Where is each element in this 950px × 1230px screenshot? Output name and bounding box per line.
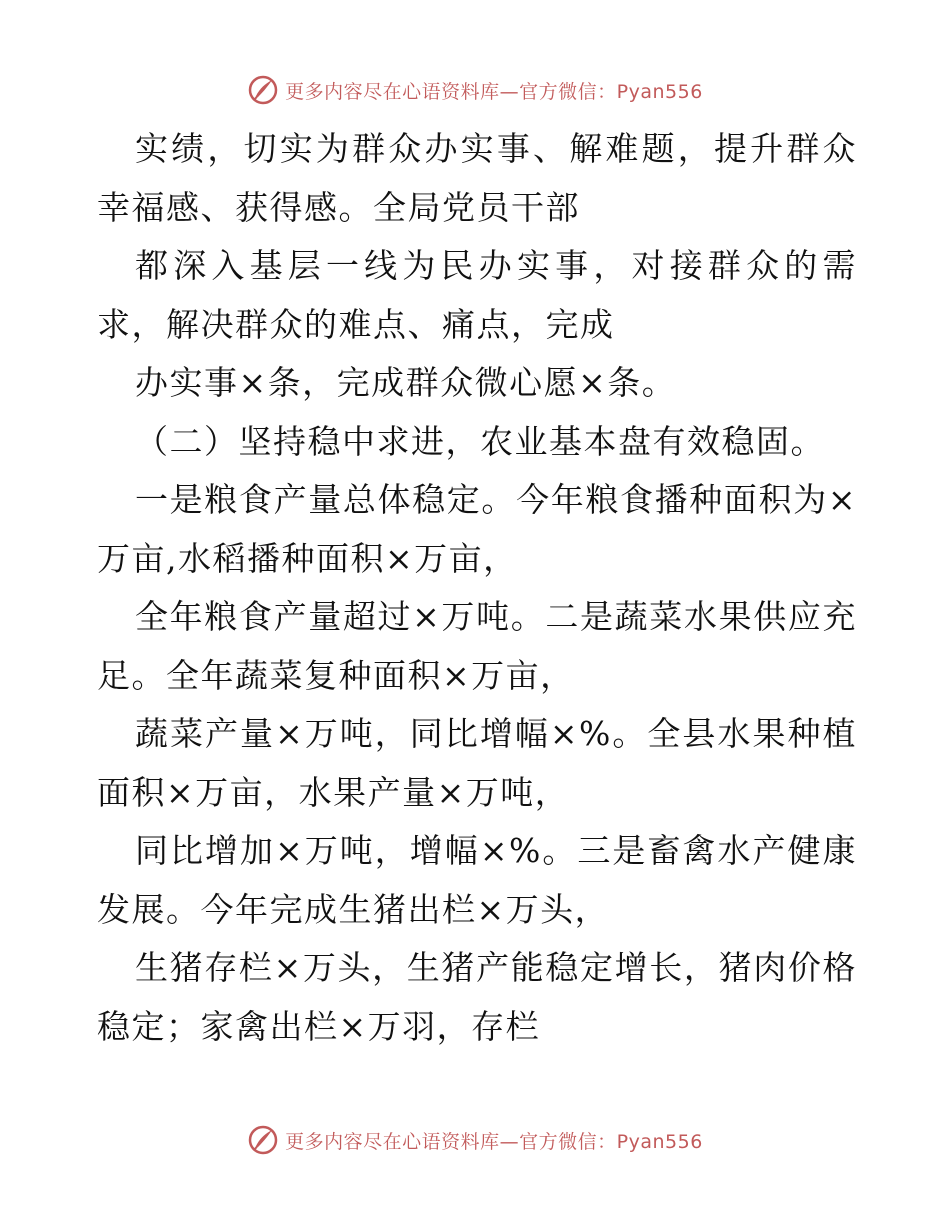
paragraph-1: 实绩，切实为群众办实事、解难题，提升群众幸福感、获得感。全局党员干部: [97, 129, 857, 227]
paragraph-2: 都深入基层一线为民办实事，对接群众的需求，解决群众的难点、痛点，完成: [97, 246, 857, 344]
paragraph-3: 办实事×条，完成群众微心愿×条。: [135, 363, 677, 402]
footer-watermark: [0, 1120, 950, 1160]
quill-seal-icon: [247, 74, 279, 106]
paragraph-7: 蔬菜产量×万吨，同比增幅×%。全县水果种植面积×万亩，水果产量×万吨，: [97, 714, 857, 812]
paragraph-6: 全年粮食产量超过×万吨。二是蔬菜水果供应充足。全年蔬菜复种面积×万亩，: [97, 597, 857, 695]
paragraph-5: 一是粮食产量总体稳定。今年粮食播种面积为×万亩,水稻播种面积×万亩，: [97, 480, 857, 578]
document-body: [97, 120, 857, 1056]
header-watermark: [0, 70, 950, 110]
paragraph-8: 同比增加×万吨，增幅×%。三是畜禽水产健康发展。今年完成生猪出栏×万头，: [97, 831, 857, 929]
watermark-text: 更多内容尽在心语资料库—官方微信：Pyan556: [285, 80, 703, 103]
section-heading: （二）坚持稳中求进，农业基本盘有效稳固。: [135, 421, 825, 461]
watermark-text: 更多内容尽在心语资料库—官方微信：Pyan556: [285, 1130, 703, 1153]
quill-seal-icon: [247, 1124, 279, 1156]
paragraph-9: 生猪存栏×万头，生猪产能稳定增长，猪肉价格稳定；家禽出栏×万羽，存栏: [97, 948, 857, 1046]
